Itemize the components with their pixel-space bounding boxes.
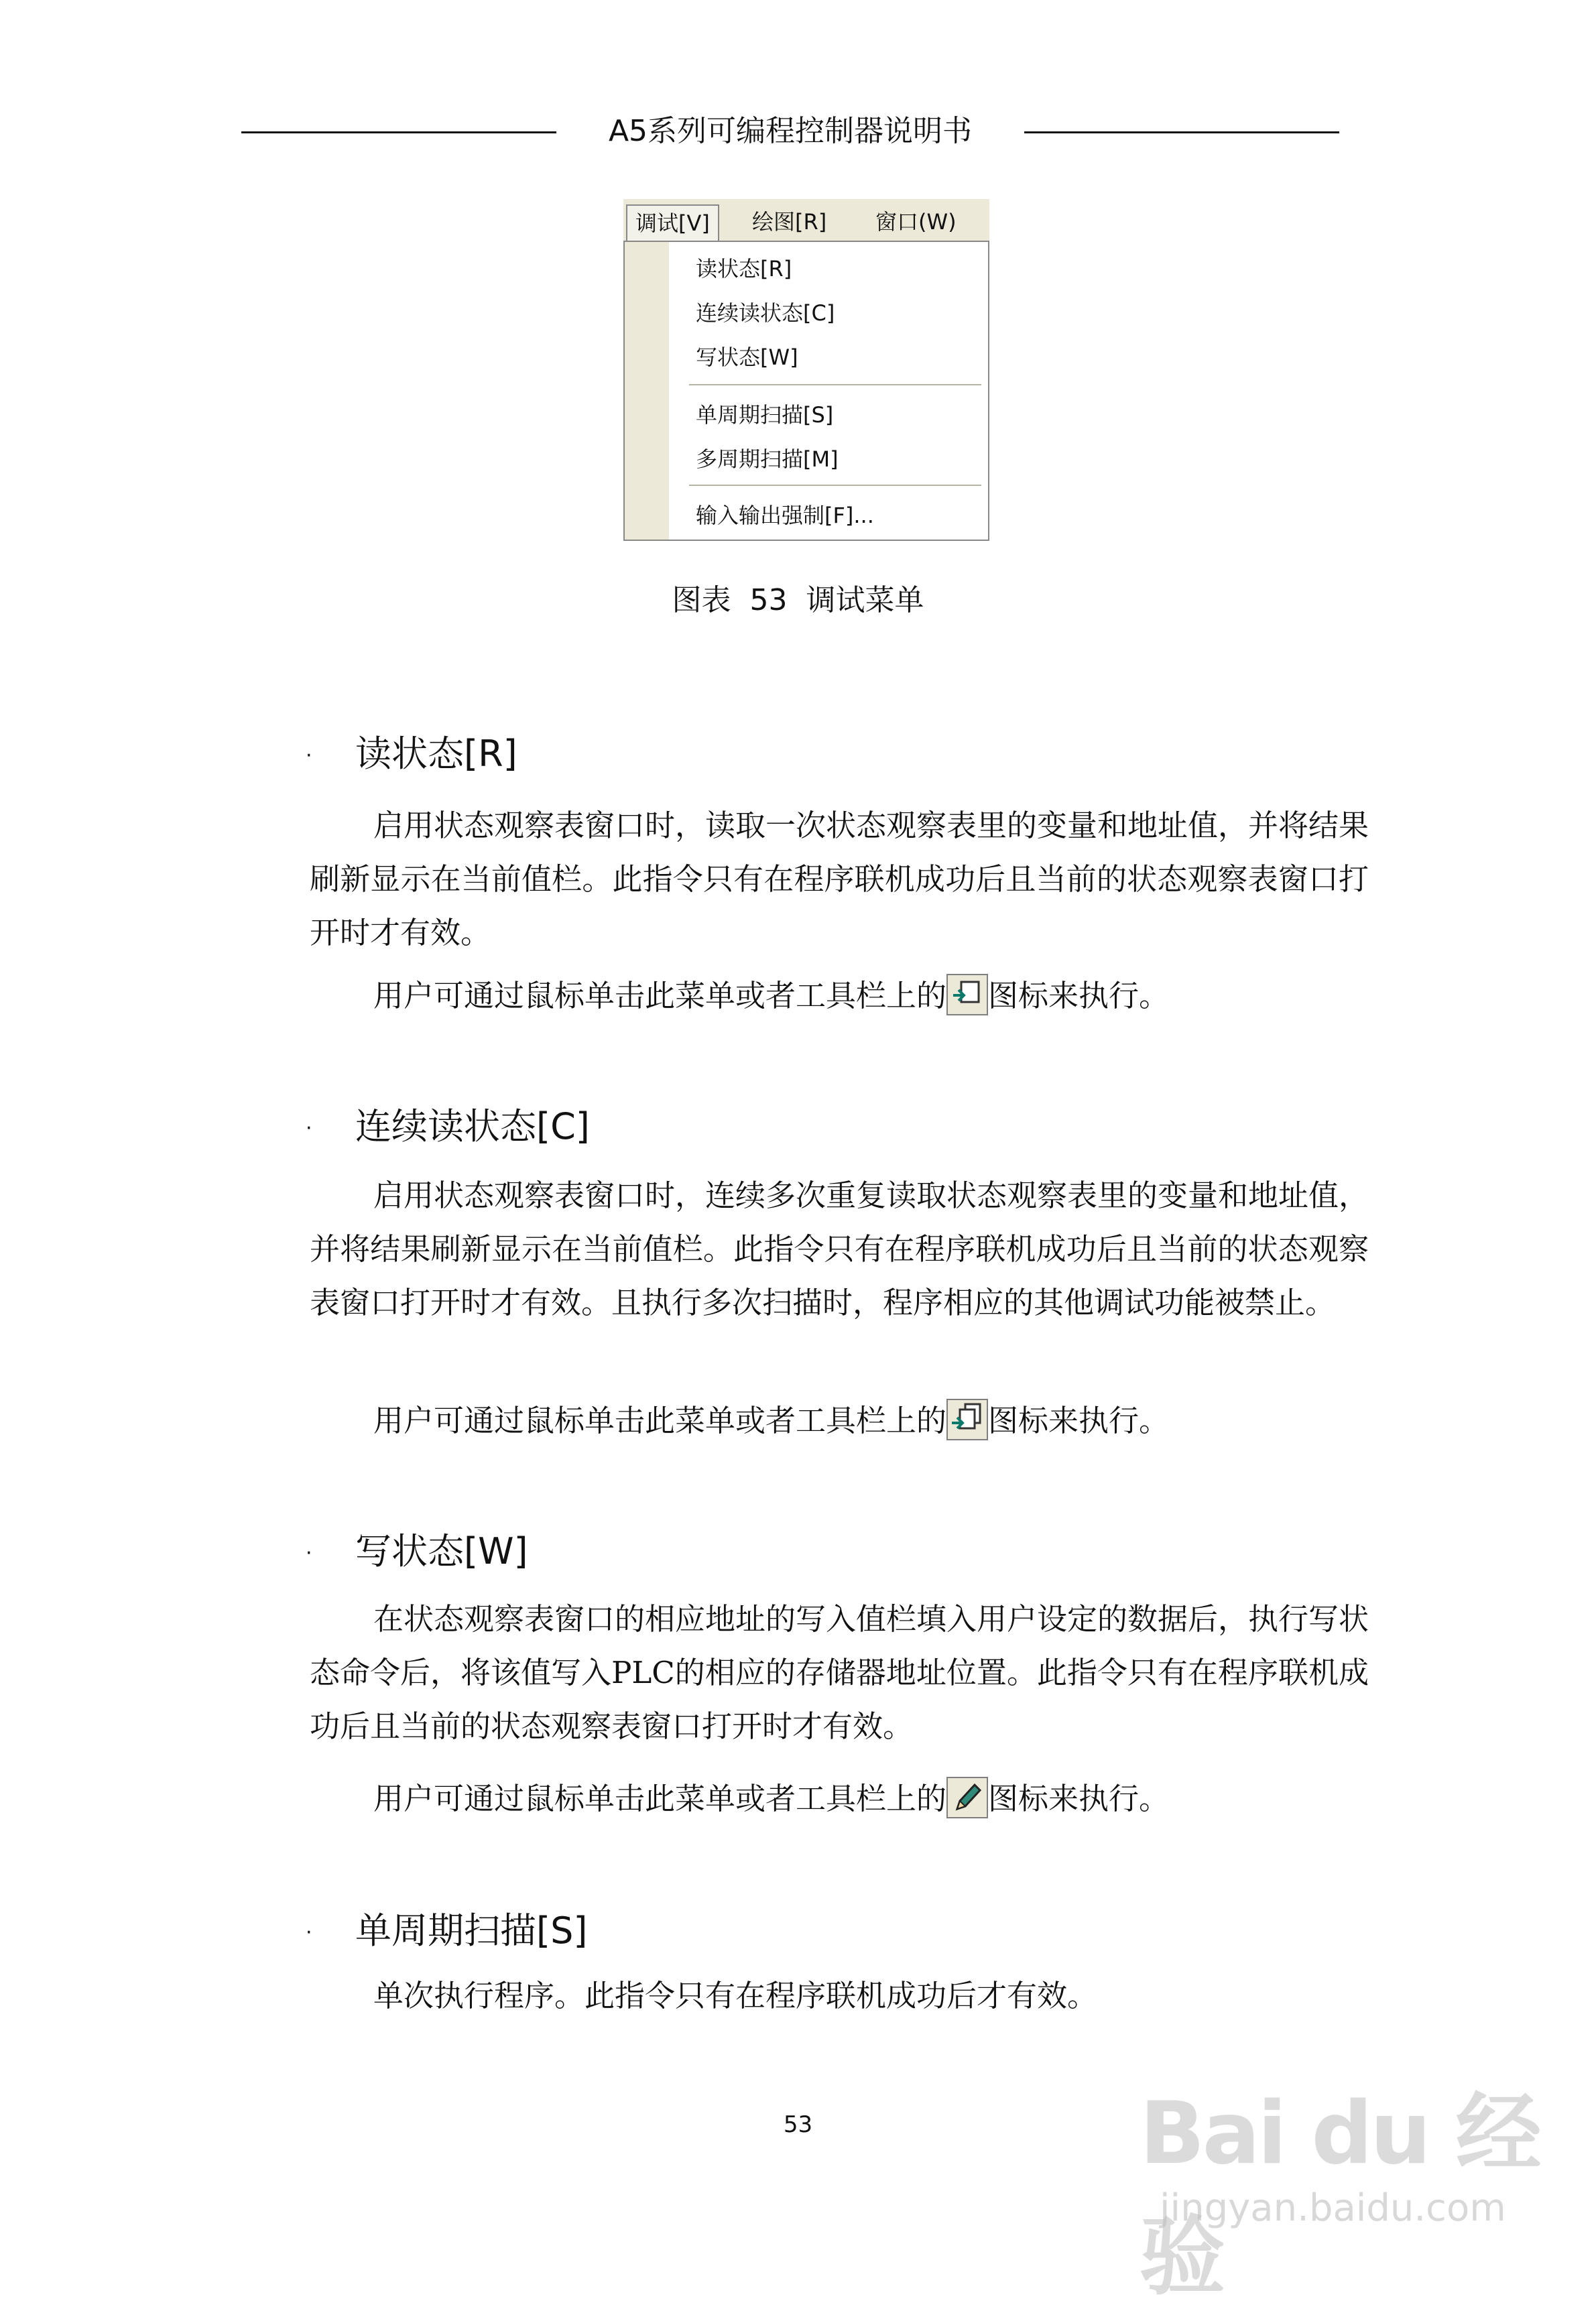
section-paragraph: 单次执行程序。此指令只有在程序联机成功后才有效。	[373, 1978, 1098, 2013]
debug-dropdown	[623, 241, 989, 541]
hint-before: 用户可通过鼠标单击此菜单或者工具栏上的	[373, 1781, 947, 1816]
section-heading: 单周期扫描[S]	[355, 1910, 588, 1952]
caption-number: 53	[749, 583, 788, 617]
watermark-url: jingyan.baidu.com	[1160, 2186, 1506, 2230]
section-heading: 写状态[W]	[355, 1530, 528, 1572]
header-rule-left	[241, 131, 556, 133]
hint-before: 用户可通过鼠标单击此菜单或者工具栏上的	[373, 1403, 947, 1438]
menu-item-io-force[interactable]: 输入输出强制[F]...	[696, 503, 874, 528]
menu-separator	[689, 384, 981, 385]
menu-item-multi-scan[interactable]: 多周期扫描[M]	[696, 446, 839, 472]
hint-after: 图标来执行。	[988, 1781, 1170, 1816]
read-status-icon	[946, 974, 988, 1015]
menu-draw[interactable]: 绘图[R]	[752, 209, 827, 235]
header-rule-right	[1024, 131, 1339, 133]
continuous-read-icon	[946, 1399, 988, 1440]
bullet: ·	[306, 1117, 312, 1140]
toolbar-hint	[373, 969, 1169, 1023]
document-title: A5系列可编程控制器说明书	[608, 114, 973, 148]
menu-bar	[623, 199, 989, 241]
hint-after: 图标来执行。	[988, 978, 1170, 1013]
toolbar-hint	[373, 1394, 1169, 1448]
hint-after: 图标来执行。	[988, 1403, 1170, 1438]
section-paragraph: 启用状态观察表窗口时，读取一次状态观察表里的变量和地址值，并将结果刷新显示在当前值栏。此指令只有在程序联机成功后且当前的状态观察表窗口打开时才有效。	[310, 808, 1369, 950]
section-heading: 读状态[R]	[355, 733, 517, 775]
page-number: 53	[783, 2111, 813, 2138]
caption-label: 图表	[672, 583, 731, 617]
menu-item-single-scan[interactable]: 单周期扫描[S]	[696, 402, 834, 428]
menu-debug[interactable]: 调试[V]	[626, 204, 719, 241]
figure-caption	[0, 580, 1596, 621]
menu-icon-gutter	[625, 242, 669, 540]
write-status-icon	[946, 1777, 988, 1818]
menu-item-continuous-read[interactable]: 连续读状态[C]	[696, 300, 835, 326]
caption-text: 调试菜单	[806, 583, 924, 617]
section-paragraph: 启用状态观察表窗口时，连续多次重复读取状态观察表里的变量和地址值，并将结果刷新显示在当前值栏。此指令只有在程序联机成功后且当前的状态观察表窗口打开时才有效。且执行多次扫描时，程序相应的其他调试功能被禁止。	[310, 1178, 1369, 1320]
toolbar-hint	[373, 1772, 1169, 1826]
bullet: ·	[306, 744, 312, 767]
baidu-watermark: Bai du 经验	[1140, 2084, 1539, 2307]
menu-item-write-status[interactable]: 写状态[W]	[696, 345, 798, 370]
menu-window[interactable]: 窗口(W)	[875, 209, 957, 235]
section-heading: 连续读状态[C]	[355, 1105, 590, 1147]
menu-item-read-status[interactable]: 读状态[R]	[696, 256, 792, 282]
debug-menu-screenshot	[623, 199, 989, 541]
menu-separator	[689, 485, 981, 486]
section-paragraph: 在状态观察表窗口的相应地址的写入值栏填入用户设定的数据后，执行写状态命令后，将该值写入PLC的相应的存储器地址位置。此指令只有在程序联机成功后且当前的状态观察表窗口打开时才有效。	[310, 1601, 1369, 1744]
hint-before: 用户可通过鼠标单击此菜单或者工具栏上的	[373, 978, 947, 1013]
bullet: ·	[306, 1542, 312, 1565]
bullet: ·	[306, 1921, 312, 1944]
